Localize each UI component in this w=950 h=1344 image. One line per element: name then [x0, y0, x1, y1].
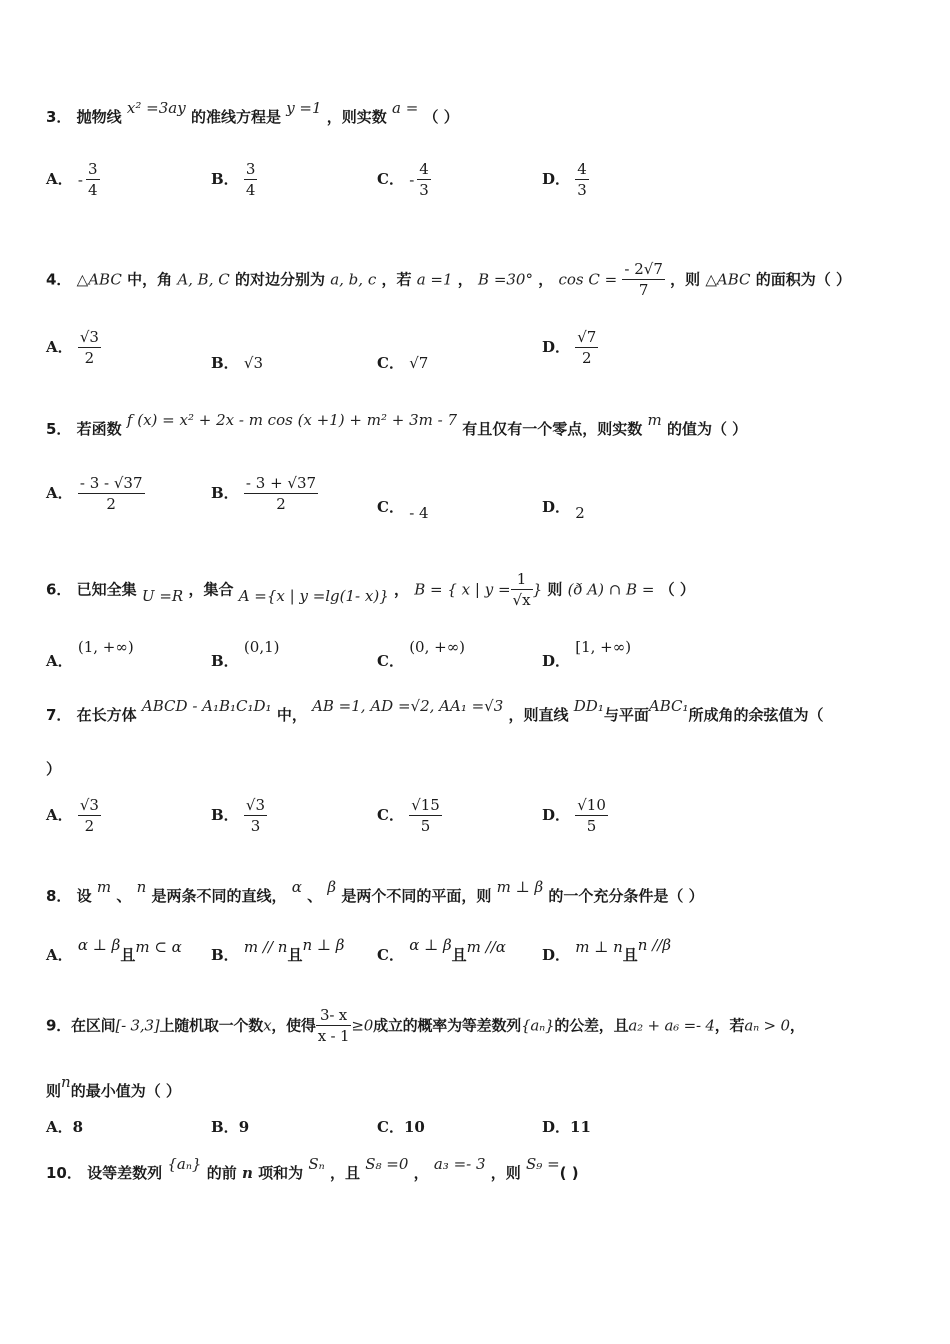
fraction: $\frac{√15}{5}$ — [411, 796, 440, 835]
option-a[interactable]: A． $\frac{√3}{2}$ — [46, 328, 99, 367]
fraction: $\frac{4}{3}$ — [577, 160, 587, 199]
option-b[interactable]: B． m // n且n ⊥ β — [211, 936, 345, 964]
option-d[interactable]: D． $\frac{√7}{2}$ — [542, 328, 597, 367]
option-b[interactable]: B． $\frac{√3}{3}$ — [211, 796, 266, 835]
option-a[interactable]: A． $\frac{- 3 - √37}{2}$ — [46, 474, 143, 513]
fraction: $\frac{4}{3}$ — [419, 160, 429, 199]
option-b[interactable]: B． (0,1) — [211, 638, 280, 670]
option-a[interactable]: A． $\frac{√3}{2}$ — [46, 796, 99, 835]
question-number: 10． — [46, 1164, 82, 1182]
option-c[interactable]: C． $\frac{√15}{5}$ — [377, 796, 440, 835]
question-7-continuation: ） — [46, 760, 62, 778]
question-number: 3． — [46, 108, 72, 126]
option-c[interactable]: C． - $\frac{4}{3}$ — [377, 160, 429, 199]
option-b[interactable]: B． $\frac{- 3 + √37}{2}$ — [211, 474, 317, 513]
math-expression: a = — [392, 99, 419, 117]
option-c[interactable]: C．10 — [377, 1118, 425, 1136]
option-c[interactable]: C． (0, +∞) — [377, 638, 466, 670]
option-d[interactable]: D． [1, +∞) — [542, 638, 632, 670]
question-number: 6． — [46, 580, 72, 599]
option-c[interactable]: C． - 4 — [377, 498, 429, 522]
question-number: 9． — [46, 1016, 72, 1035]
fraction: $\frac{3}{4}$ — [245, 160, 256, 199]
math-expression: y =1 — [286, 99, 322, 117]
question-9: 9．在区间[- 3,3]上随机取一个数x，使得 $\frac{3- x}{x - 1}$ ≥0成立的概率为等差数列{aₙ}的公差，且a₂ + a₆ =- 4，若aₙ > 0， — [46, 1006, 805, 1045]
option-d[interactable]: D． $\frac{4}{3}$ — [542, 160, 587, 199]
question-number: 7． — [46, 706, 72, 724]
option-b[interactable]: B． √3 — [211, 354, 264, 372]
fraction: $\frac{√3}{2}$ — [79, 796, 99, 835]
fraction: $\frac{- 3 - √37}{2}$ — [79, 474, 143, 513]
fraction: $\frac{3- x}{x - 1}$ — [317, 1006, 350, 1045]
math-expression: x² =3ay — [126, 99, 186, 117]
question-number: 5． — [46, 420, 72, 438]
option-c[interactable]: C． α ⊥ β且m //α — [377, 936, 506, 964]
fraction: $\frac{3}{4}$ — [87, 160, 98, 199]
fraction: $\frac{- 2√7}{7}$ — [624, 260, 663, 299]
option-c[interactable]: C． √7 — [377, 354, 429, 372]
question-3: 3． 抛物线 x² =3ay 的准线方程是 y =1 ，则实数 a = （ ） — [46, 99, 459, 126]
option-d[interactable]: D．11 — [542, 1118, 591, 1136]
question-number: 8． — [46, 887, 72, 905]
question-4: 4． △ABC 中，角 A, B, C 的对边分别为 a, b, c ，若 a =1 ， B =30° ， cos C = $\frac{- 2√7}{7}$ ，则 △ABC 的面积为（ ） — [46, 260, 852, 299]
question-7: 7． 在长方体 ABCD - A₁B₁C₁D₁ 中， AB =1, AD =√2, AA₁ =√3 ，则直线 DD₁与平面ABC₁所成角的余弦值为（ — [46, 697, 824, 724]
fraction: $\frac{√3}{3}$ — [245, 796, 266, 835]
option-a[interactable]: A． - $\frac{3}{4}$ — [46, 160, 98, 199]
fraction: $\frac{√3}{2}$ — [79, 328, 99, 367]
question-6: 6． 已知全集 U =R ，集合 A ={x | y =lg(1- x)} ， B = { x | y = $\frac{1}{√x}$ } 则 (ð A) ∩ B = （ ） — [46, 570, 695, 609]
question-9-continuation: 则n的最小值为（ ） — [46, 1073, 181, 1100]
option-d[interactable]: D． 2 — [542, 498, 585, 522]
fraction: $\frac{√7}{2}$ — [577, 328, 597, 367]
option-b[interactable]: B． $\frac{3}{4}$ — [211, 160, 256, 199]
option-d[interactable]: D． $\frac{√10}{5}$ — [542, 796, 606, 835]
question-number: 4． — [46, 270, 72, 289]
question-5: 5． 若函数 f (x) = x² + 2x - m cos (x +1) + m² + 3m - 7 有且仅有一个零点，则实数 m 的值为（ ） — [46, 411, 748, 438]
option-a[interactable]: A．8 — [46, 1118, 84, 1136]
fraction: $\frac{- 3 + √37}{2}$ — [245, 474, 317, 513]
math-expression: f (x) = x² + 2x - m cos (x +1) + m² + 3m - 7 — [126, 411, 457, 429]
option-a[interactable]: A． α ⊥ β且m ⊂ α — [46, 936, 182, 964]
fraction: $\frac{√10}{5}$ — [577, 796, 606, 835]
fraction: $\frac{1}{√x}$ — [512, 570, 531, 609]
option-b[interactable]: B．9 — [211, 1118, 250, 1136]
question-8: 8． 设 m 、 n 是两条不同的直线， α 、 β 是两个不同的平面，则 m ⊥ β 的一个充分条件是（ ） — [46, 878, 704, 905]
option-a[interactable]: A． (1, +∞) — [46, 638, 134, 670]
question-10: 10． 设等差数列 {aₙ} 的前 n 项和为 Sₙ ，且 S₈ =0 ， a₃ =- 3 ，则 S₉ =( ) — [46, 1155, 579, 1182]
option-d[interactable]: D． m ⊥ n且n //β — [542, 936, 672, 964]
